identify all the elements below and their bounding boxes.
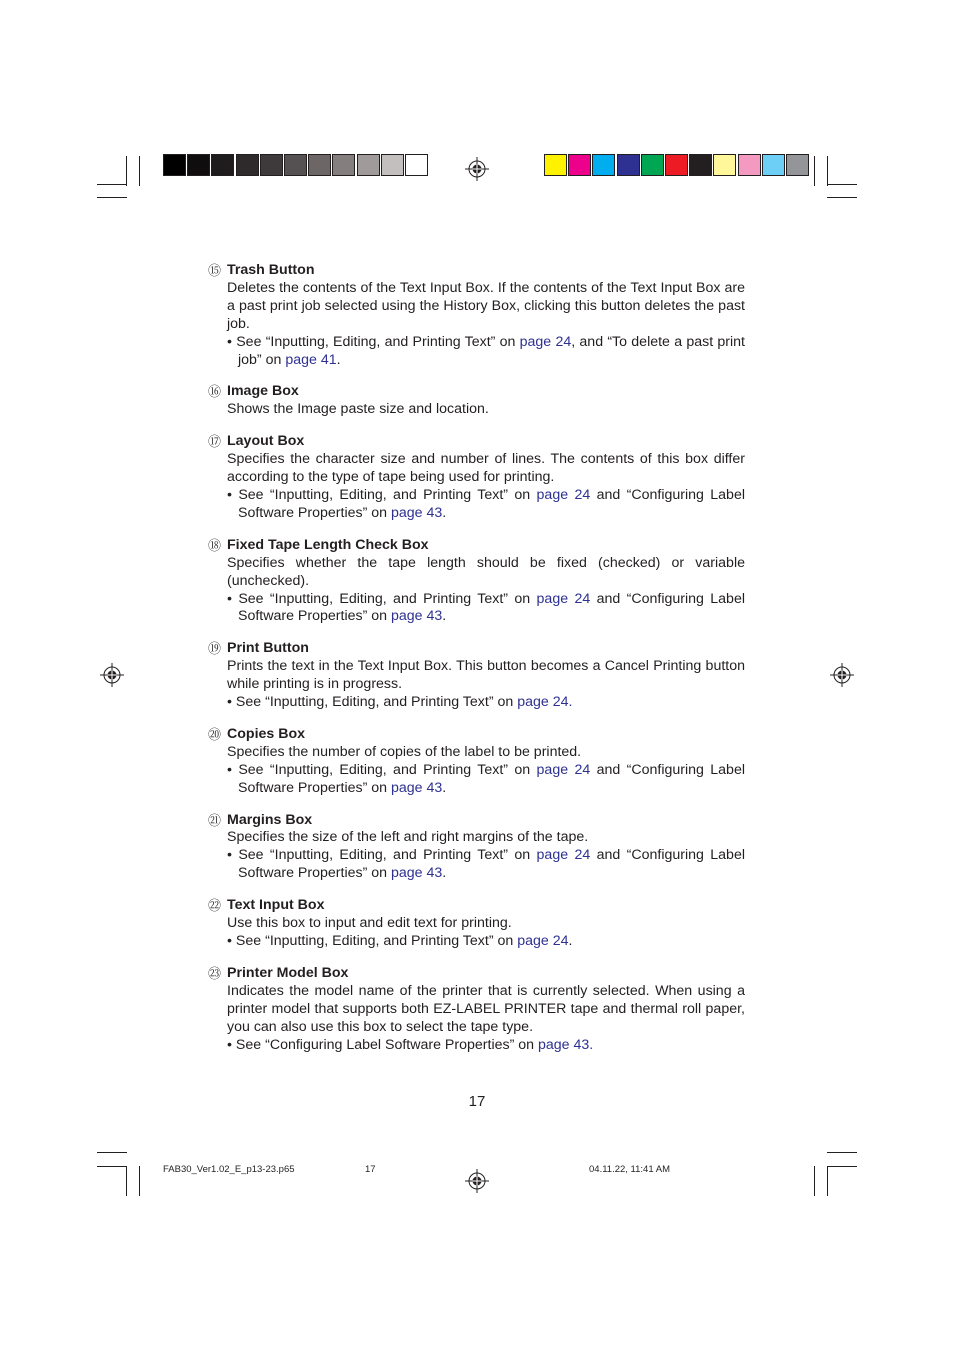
crop-mark [97,1166,127,1167]
footer-file: FAB30_Ver1.02_E_p13-23.p65 [163,1164,295,1175]
entry-description: Specifies whether the tape length should be fixed (checked) or variable (unchecked). [227,554,745,589]
reference-text: See “Inputting, Editing, and Printing Text” on [238,486,537,503]
registration-mark-icon [465,1169,489,1193]
bullet-icon: • [227,694,236,711]
color-swatch [592,154,615,176]
reference-text: . [442,779,447,796]
entry-number: ㉑ [208,812,222,828]
color-swatch [786,154,809,176]
reference-text: See “Inputting, Editing, and Printing Text” on [238,761,537,778]
entry-title: Trash Button [227,262,315,278]
color-swatch [713,154,736,176]
footer-page: 17 [365,1164,376,1175]
crop-mark [814,1166,815,1196]
color-swatch [308,154,331,176]
entry-number: ⑮ [208,263,222,278]
entry [208,897,745,951]
entry-title: Layout Box [227,433,305,450]
entry-heading [208,383,745,401]
bullet-icon: • [227,1036,236,1053]
reference-text: and “Configuring Label Software Properties” on [238,761,745,796]
reference-text: . [336,351,341,368]
entry-reference [227,694,745,712]
page-link[interactable]: page 24 [536,761,591,778]
crop-mark [827,1166,857,1167]
color-swatch [405,154,428,176]
entry-number: ㉒ [208,898,222,914]
entry-heading [208,640,745,658]
entry-reference [227,933,745,951]
color-swatch [211,154,234,176]
entry-title: Print Button [227,640,309,657]
reference-text: See “Inputting, Editing, and Printing Text” on [238,590,537,607]
color-swatch [163,154,186,176]
entry-heading [208,537,745,555]
entry-title: Image Box [227,383,299,400]
page-link[interactable]: page 24 [536,590,591,607]
crop-mark [139,156,140,186]
entry-number: ⑳ [208,726,222,742]
entry-title: Fixed Tape Length Check Box [227,536,429,553]
crop-mark [97,197,127,198]
entry-number: ㉓ [208,965,222,981]
entry-description: Use this box to input and edit text for printing. [227,915,512,932]
crop-mark [139,1166,140,1196]
reference-text: . [442,504,447,521]
reference-text: See “Inputting, Editing, and Printing Text” on [235,933,518,949]
entry-heading [208,262,745,280]
entry-description: Shows the Image paste size and location. [227,401,489,418]
reference-text: . [442,608,447,625]
page-link[interactable]: page 41 [285,351,337,368]
entry-reference [227,847,745,883]
grayscale-bar [163,154,429,176]
reference-text: See “Configuring Label Software Properties” on [235,1036,538,1053]
crop-mark [97,1152,127,1153]
entry-title: Margins Box [227,811,313,828]
color-swatch [689,154,712,176]
color-swatch [236,154,259,176]
page-link[interactable]: page 24 [536,486,591,503]
crop-mark [827,197,857,198]
entry-title: Copies Box [227,725,306,742]
color-swatch [738,154,761,176]
page-link[interactable]: page 24. [517,694,573,711]
entry-number: ⑲ [208,641,222,657]
color-swatch [332,154,355,176]
entry-description: Specifies the size of the left and right margins of the tape. [227,829,589,846]
bullet-icon: • [227,847,239,864]
reference-text: and “Configuring Label Software Properties” on [238,590,745,625]
bullet-icon: • [227,590,239,607]
entry [208,812,745,884]
reference-text: and “Configuring Label Software Properties” on [238,847,745,882]
color-swatch [568,154,591,176]
page-number: 17 [468,1093,486,1110]
entry-reference [227,487,745,523]
entry-title: Text Input Box [227,897,325,914]
crop-mark [126,156,127,186]
entry [208,726,745,798]
color-swatch [641,154,664,176]
crop-mark [814,156,815,186]
entry [208,640,745,712]
registration-mark-icon [100,663,124,687]
bullet-icon: • [227,761,239,778]
entry-reference [227,762,745,798]
page-link[interactable]: page 43 [390,865,443,882]
reference-text: . [568,933,573,949]
manual-content [208,262,745,1068]
color-swatch [284,154,307,176]
color-swatch [617,154,640,176]
crop-mark [97,184,127,185]
color-swatch [187,154,210,176]
entry [208,383,745,419]
page-link[interactable]: page 24 [517,933,569,949]
color-swatch [544,154,567,176]
color-swatch [381,154,404,176]
entry-reference [227,591,745,627]
bullet-icon: • [227,486,239,503]
crop-mark [827,1152,857,1153]
entry-heading [208,965,745,983]
color-bar [544,154,810,176]
reference-text: , and “To delete a past print job” on [238,333,745,368]
entry [208,433,745,523]
entry-heading [208,812,745,830]
color-swatch [665,154,688,176]
color-swatch [762,154,785,176]
entry-description: Specifies the character size and number of lines. The contents of this box differ according to the type of tape being used for printing. [227,451,745,486]
reference-text: and “Configuring Label Software Properties” on [238,486,745,521]
crop-mark [827,1166,828,1196]
entry-number: ⑯ [208,384,222,400]
footer-timestamp: 04.11.22, 11:41 AM [589,1164,670,1175]
registration-mark-icon [465,157,489,181]
reference-text: See “Inputting, Editing, and Printing Text” on [236,333,520,350]
page-link[interactable]: page 24 [536,847,591,864]
color-swatch [260,154,283,176]
entry-heading [208,726,745,744]
entry-description: Indicates the model name of the printer that is currently selected. When using a printer model that supports both EZ-LABEL PRINTER tape and thermal roll paper, you can also use this box to select the tape type. [227,982,745,1035]
entry-number: ⑱ [208,537,222,553]
bullet-icon: • [227,333,237,350]
entry-description: Prints the text in the Text Input Box. This button becomes a Cancel Printing button while printing is in progress. [227,658,745,693]
page-link[interactable]: page 43 [390,504,443,521]
entry-reference [227,1037,745,1055]
bullet-icon: • [227,933,236,949]
page-link[interactable]: page 43 [390,779,443,796]
page-link[interactable]: page 24 [519,333,572,350]
page-link[interactable]: page 43. [537,1036,594,1053]
color-swatch [357,154,380,176]
crop-mark [827,184,857,185]
entry [208,537,745,627]
entry [208,262,745,369]
entry [208,965,745,1055]
entry-description: Specifies the number of copies of the label to be printed. [227,743,582,760]
entry-heading [208,433,745,451]
entry-title: Printer Model Box [227,964,349,981]
reference-text: . [442,865,447,882]
crop-mark [126,1166,127,1196]
page-link[interactable]: page 43 [390,608,443,625]
registration-mark-icon [830,663,854,687]
reference-text: See “Inputting, Editing, and Printing Text” on [238,847,537,864]
entry-number: ⑰ [208,434,222,450]
entry-heading [208,897,745,915]
reference-text: See “Inputting, Editing, and Printing Text” on [235,694,518,711]
crop-mark [827,156,828,186]
entry-description: Deletes the contents of the Text Input Box. If the contents of the Text Input Box are a past print job selected using the History Box, clicking this button deletes the past job. [227,279,745,332]
entry-reference [227,334,745,370]
